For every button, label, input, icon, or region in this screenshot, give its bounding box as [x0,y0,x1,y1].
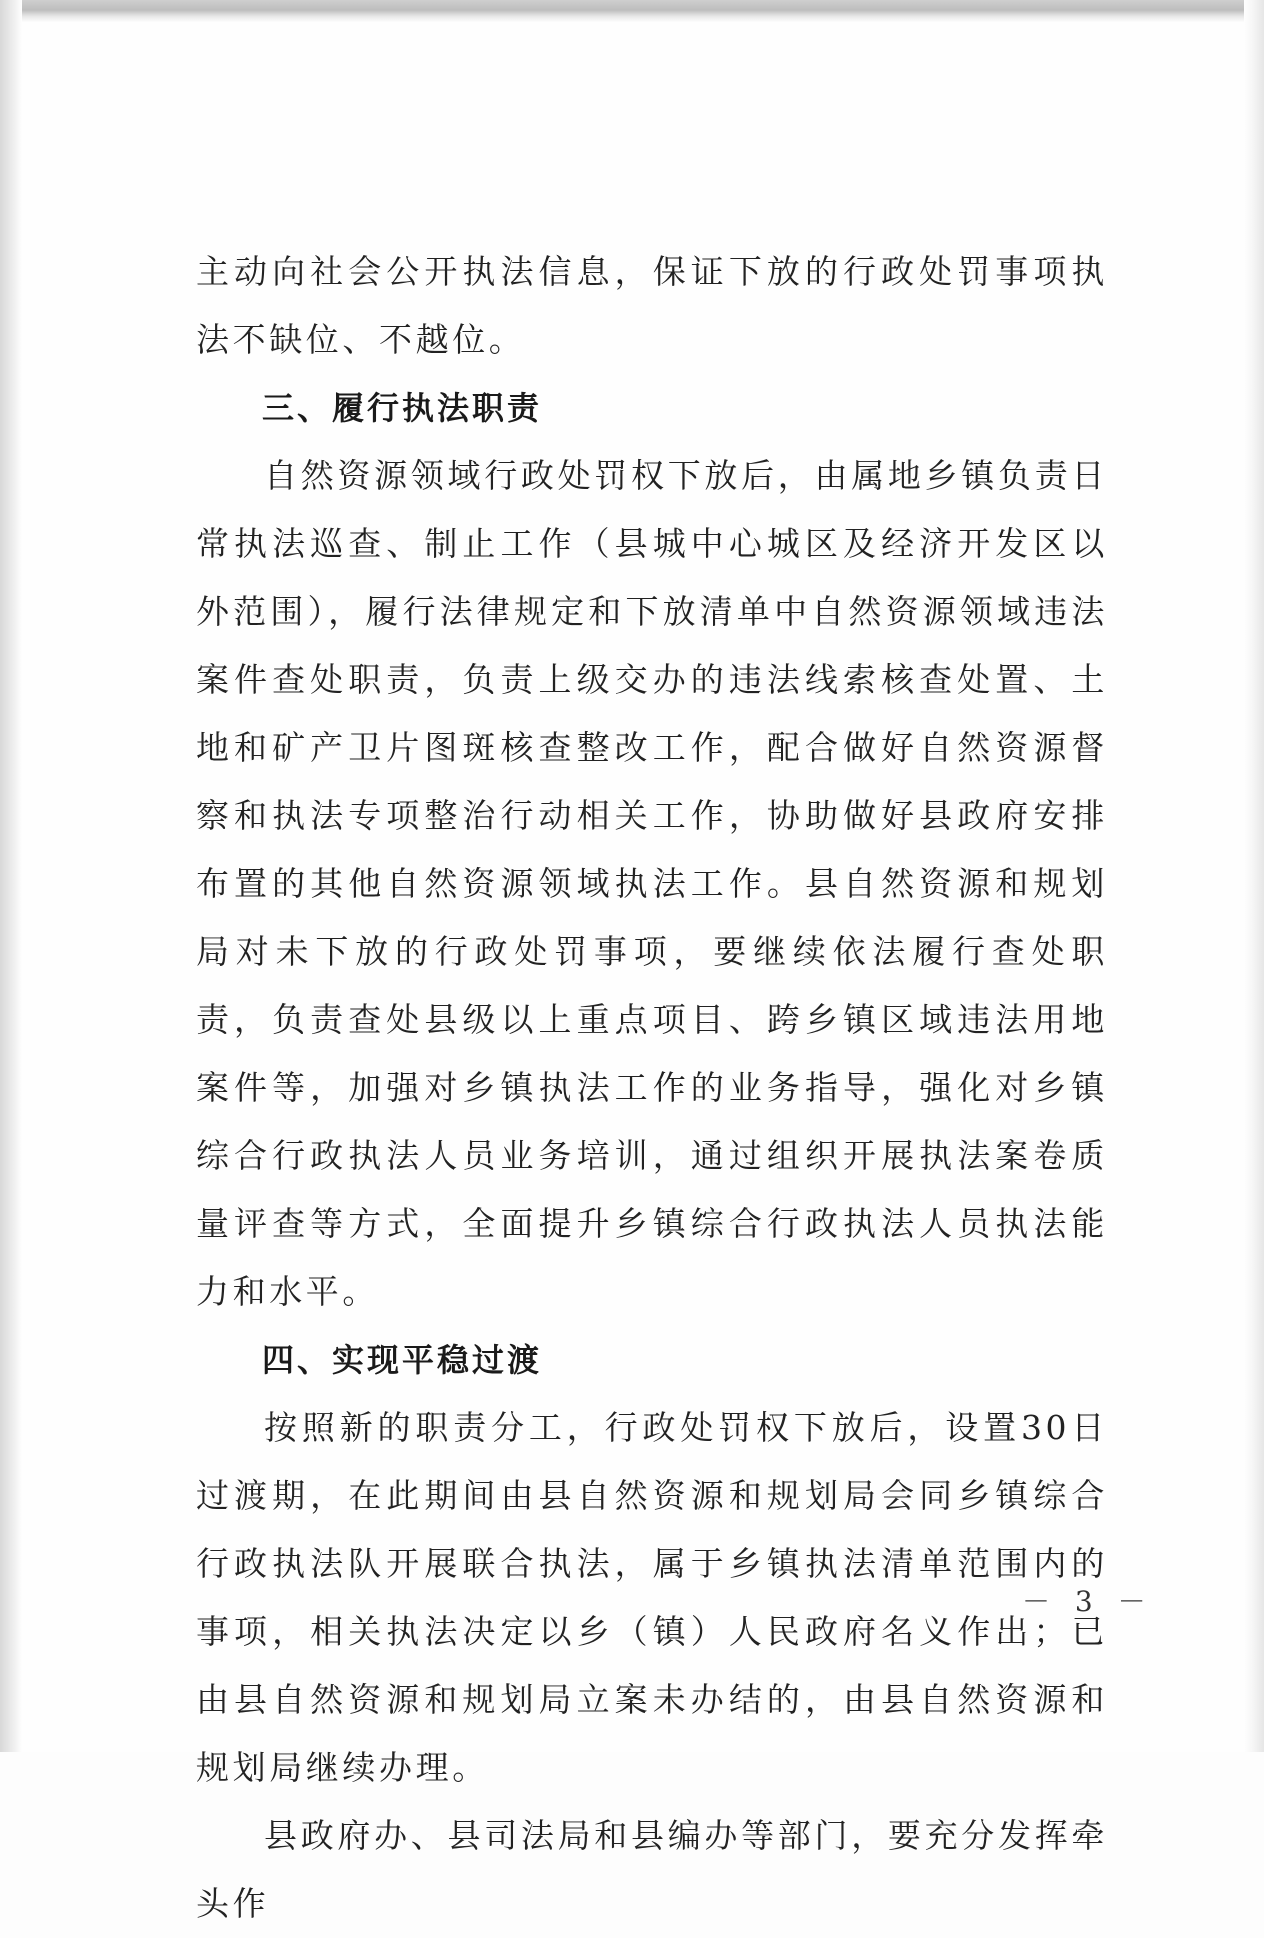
scan-left-edge [0,0,22,1752]
paragraph-continued: 主动向社会公开执法信息，保证下放的行政处罚事项执法不缺位、不越位。 [196,252,1108,359]
paragraph-departments: 县政府办、县司法局和县编办等部门，要充分发挥牵头作 [196,1816,1108,1923]
section-heading-4: 四、实现平稳过渡 [262,1341,543,1379]
page-number: － 3 － [1022,1585,1154,1618]
document-body [196,238,1108,1938]
paragraph-duties: 自然资源领域行政处罚权下放后，由属地乡镇负责日常执法巡查、制止工作（县城中心城区及经济开发区以外范围），履行法律规定和下放清单中自然资源领域违法案件查处职责，负责上级交办的违法线索核查处置、土地和矿产卫片图斑核查整改工作，配合做好自然资源督察和执法专项整治行动相关工作，协助做好县政府安排布置的其他自然资源领域执法工作。县自然资源和规划局对未下放的行政处罚事项，要继续依法履行查处职责，负责查处县级以上重点项目、跨乡镇区域违法用地案件等，加强对乡镇执法工作的业务指导，强化对乡镇综合行政执法人员业务培训，通过组织开展执法案卷质量评查等方式，全面提升乡镇综合行政执法人员执法能力和水平。 [196,456,1108,1311]
scan-right-edge [1244,0,1264,1752]
section-heading-3: 三、履行执法职责 [262,389,543,427]
scan-top-edge [0,0,1264,22]
paragraph-transition: 按照新的职责分工，行政处罚权下放后，设置30日过渡期，在此期间由县自然资源和规划局会同乡镇综合行政执法队开展联合执法，属于乡镇执法清单范围内的事项，相关执法决定以乡（镇）人民政府名义作出；已由县自然资源和规划局立案未办结的，由县自然资源和规划局继续办理。 [196,1408,1108,1787]
